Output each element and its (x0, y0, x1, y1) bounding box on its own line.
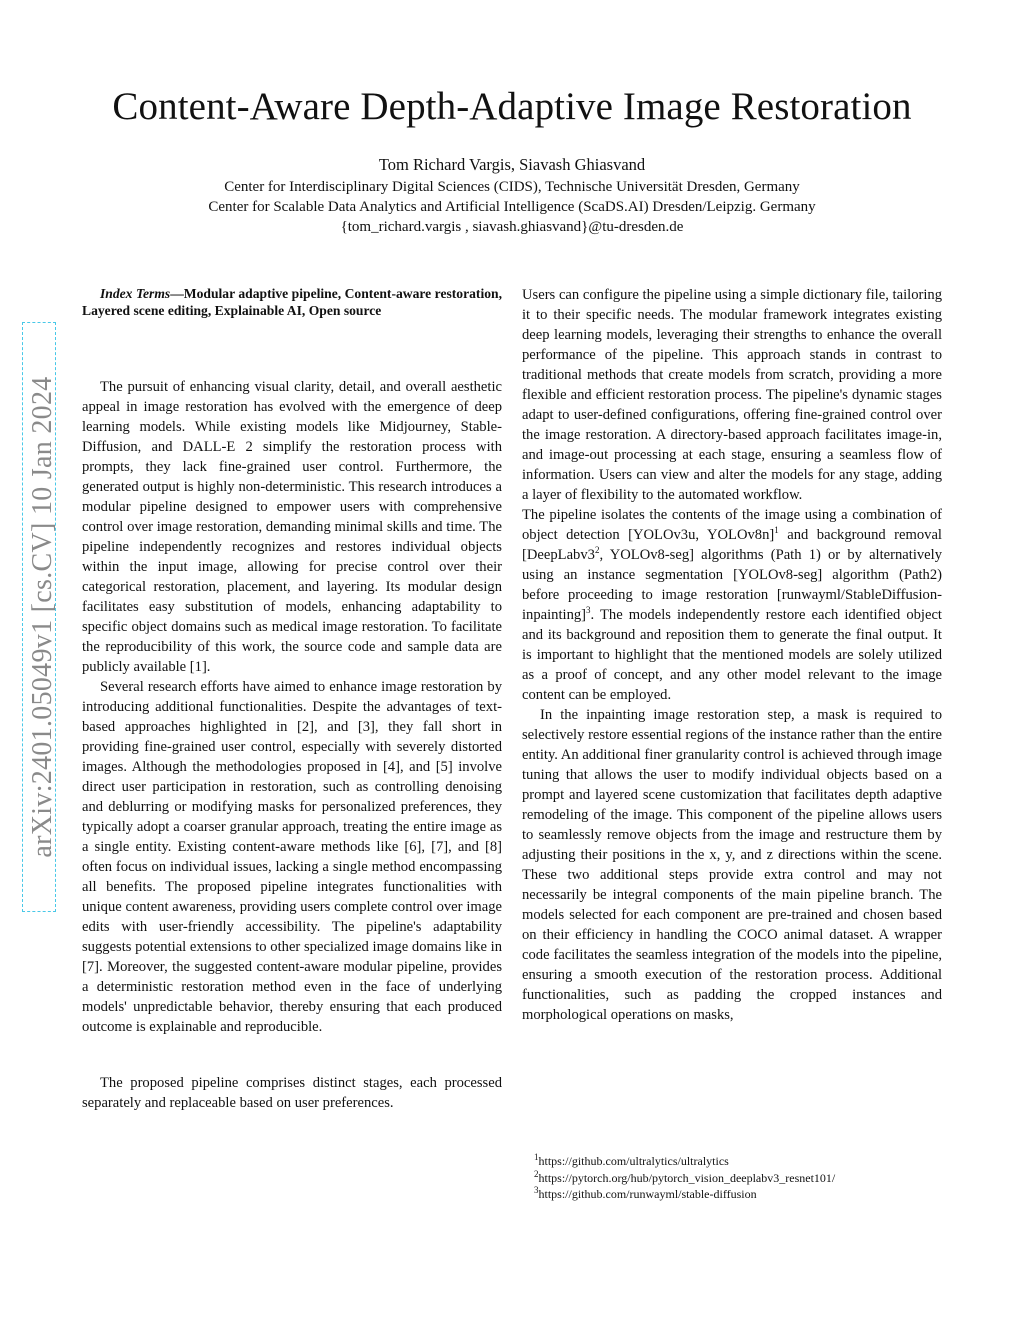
body-paragraph: In the inpainting image restoration step, a mask is required to selectively restore essential regions of the instance rather than the entire entity. An additional finer granularity control is achieved through image tuning that allows the user to modify individual objects based on a prompt and layered scene customization that facilitates depth adaptive remodeling of the image. This component of the pipeline allows users to seamlessly remove objects from the image and restructure them by adjusting their positions in the x, y, and z directions within the scene. These two additional steps provide extra control and may not necessarily be integral components of the main pipeline branch. The models selected for each component are pre-trained and chosen based on their efficiency in handling the COCO animal dataset. A wrapper code facilitates the seamless integration of the models into the pipeline, ensuring a smooth execution of the restoration process. Additional functionalities, such as padding the cropped instances and morphological operations on masks, (522, 707, 942, 1023)
body-paragraph: The pursuit of enhancing visual clarity, detail, and overall aesthetic appeal in image restoration has evolved with the emergence of deep learning models. While existing models like Midjourney, Stable-Diffusion, and DALL-E 2 simplify the restoration process with prompts, they lack fine-grained user control. Furthermore, the generated output is highly non-deterministic. This research introduces a modular pipeline designed to empower users with comprehensive control over image restoration, demanding minimal skills and time. The pipeline independently recognizes and restores individual objects within the input image, allowing for precise control over their categorical restoration, placement, and layering. Its modular design facilitates easy substitution of models, enhancing adaptability to specific object domains such as medical image restoration. To facilitate the reproducibility of this work, the source code and sample data are publicly available [1]. (82, 379, 502, 675)
paragraph-text: and background removal [DeepLabv3 (522, 527, 942, 563)
footnote-link[interactable]: https://pytorch.org/hub/pytorch_vision_deeplabv3_resnet101/ (538, 1170, 836, 1185)
body-paragraph (522, 505, 942, 705)
body-paragraph: Several research efforts have aimed to enhance image restoration by introducing additional functionalities. Despite the advantages of text-based approaches highlighted in [2], and [3], they fall short in providing fine-grained user control, especially with severely distorted images. Although the methodologies proposed in [4], and [5] involve direct user participation in restoration, such as controlling denoising and deblurring or modifying masks for personalized preferences, they typically adopt a coarser granular approach, treating the entire image as a single entity. Existing content-aware methods like [6], [7], and [8] often focus on individual issues, lacking a single method encompassing all benefits. The proposed pipeline integrates functionalities with unique content awareness, providing users complete control over image edits with user-friendly accessibility. The pipeline's adaptability suggests potential extensions to other specialized image domains like in [7]. Moreover, the suggested content-aware modular pipeline, provides a deterministic restoration method even in the face of underlying models' unpredictable behavior, thereby ensuring that each produced outcome is explainable and reproducible. (82, 679, 502, 1035)
footnotes (534, 1153, 954, 1203)
body-paragraph: Users can configure the pipeline using a simple dictionary file, tailoring it to their specific needs. The modular framework integrates existing deep learning models, leveraging their strengths to enhance the overall performance of the pipeline. This approach stands in contrast to traditional methods that create models from scratch, providing a more flexible and efficient restoration process. The pipeline's dynamic stages adapt to user-defined configurations, offering fine-grained control over the image restoration. A directory-based approach facilitates image-in, and image-out processing at each stage, ensuring a seamless flow of information. Users can view and alter the models for any stage, adding a layer of flexibility to the automated workflow. (522, 287, 942, 503)
paper-title: Content-Aware Depth-Adaptive Image Restoration (112, 85, 912, 128)
paragraph-text: . The models independently restore each identified object and its background and reposition them to generate the final output. It is important to highlight that the mentioned models are solely utilized as a proof of concept, and any other model relevant to the image content can be employed. (522, 607, 942, 703)
left-column (82, 285, 502, 1113)
footnote-item (534, 1170, 954, 1187)
index-terms (82, 285, 502, 319)
body-paragraph: The proposed pipeline comprises distinct stages, each processed separately and replaceable based on user preferences. (82, 1075, 502, 1111)
footnote-number: 3 (534, 1185, 539, 1195)
index-terms-text: —Modular adaptive pipeline, Content-aware restoration, Layered scene editing, Explainable AI, Open source (82, 286, 502, 318)
footnote-link[interactable]: https://github.com/runwayml/stable-diffusion (538, 1187, 757, 1201)
footnote-ref[interactable]: 3 (586, 605, 591, 616)
right-column (522, 285, 942, 1025)
paragraph-text: The pipeline isolates the contents of the image using a combination of object detection [YOLOv3u, YOLOv8n] (522, 507, 942, 543)
affiliation-cids: Center for Interdisciplinary Digital Sciences (CIDS), Technische Universität Dresden, Germany (224, 179, 800, 195)
arxiv-identifier[interactable]: arXiv:2401.05049v1 [cs.CV] 10 Jan 2024 (27, 376, 58, 858)
author-list: Tom Richard Vargis, Siavash Ghiasvand (378, 155, 646, 174)
footnote-item (534, 1153, 954, 1170)
footnote-item (534, 1186, 954, 1203)
footnote-number: 2 (534, 1168, 539, 1179)
paragraph-text: , YOLOv8-seg] algorithms (Path 1) or by alternatively using an instance segmentation [YOLOv8-seg] algorithm (Path2) before proceeding to image restoration [runwayml/StableDiffusion-inpainting] (522, 547, 942, 623)
footnote-ref[interactable]: 1 (774, 525, 779, 536)
footnote-number: 1 (534, 1152, 539, 1162)
affiliation-scads: Center for Scalable Data Analytics and Artificial Intelligence (ScaDS.AI) Dresden/Leipzig. Germany (208, 199, 816, 215)
index-terms-label: Index Terms (100, 286, 171, 301)
footnote-link[interactable]: https://github.com/ultralytics/ultralytics (538, 1154, 729, 1168)
footnote-ref[interactable]: 2 (594, 545, 600, 556)
author-emails: {tom_richard.vargis , siavash.ghiasvand}@tu-dresden.de (340, 219, 684, 235)
